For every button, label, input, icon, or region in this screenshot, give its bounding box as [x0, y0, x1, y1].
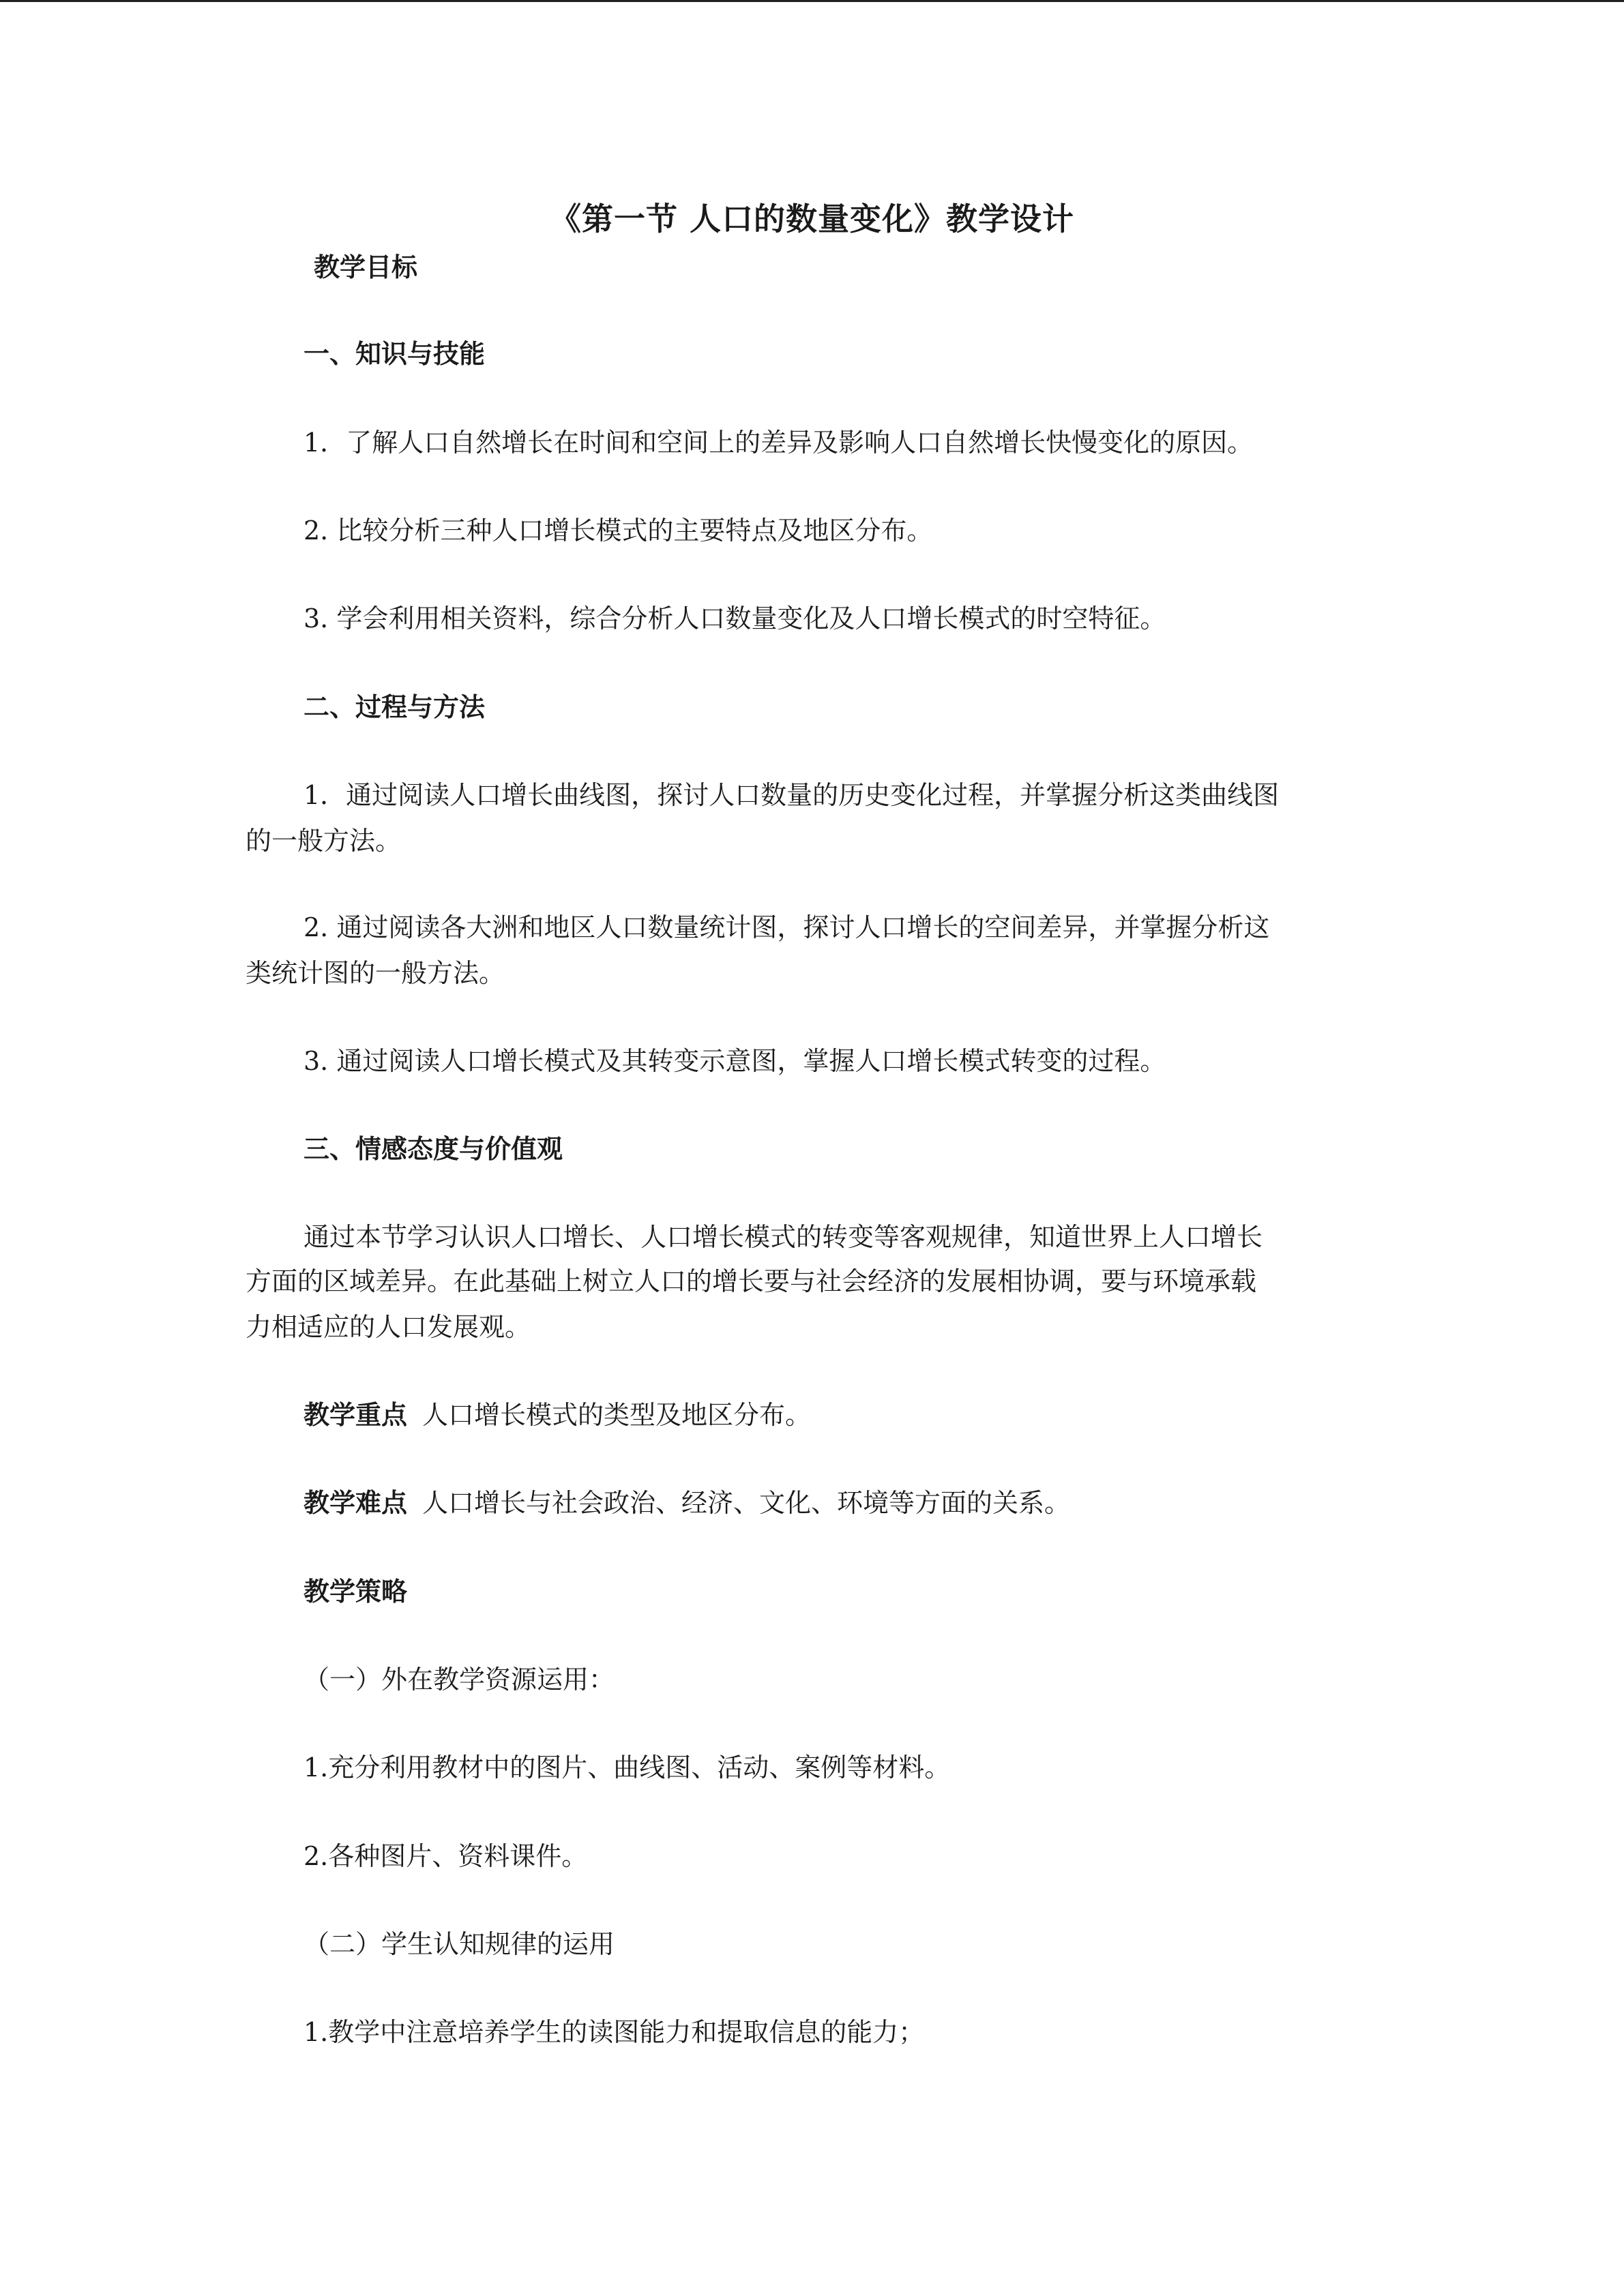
section1-item-2: 2. 比较分析三种人口增长模式的主要特点及地区分布。 — [304, 516, 933, 546]
section1-heading: 一、知识与技能 — [304, 338, 486, 369]
document-title: 《第一节 人口的数量变化》教学设计 — [549, 200, 1074, 237]
teaching-goals-heading: 教学目标 — [314, 252, 418, 282]
strategy-sub2-item-1: 1.教学中注意培养学生的读图能力和提取信息的能力； — [304, 2017, 925, 2047]
difficulty-row — [304, 1487, 1071, 1518]
section2-item-2-line-2: 类统计图的一般方法。 — [246, 958, 505, 988]
strategy-heading: 教学策略 — [304, 1576, 408, 1607]
section2-item-1-line-1: 1．通过阅读人口增长曲线图，探讨人口数量的历史变化过程，并掌握分析这类曲线图 — [304, 780, 1280, 810]
section2-item-2-line-1: 2. 通过阅读各大洲和地区人口数量统计图，探讨人口增长的空间差异，并掌握分析这 — [304, 912, 1270, 942]
key-point-row — [304, 1399, 812, 1430]
difficulty-text: 人口增长与社会政治、经济、文化、环境等方面的关系。 — [422, 1488, 1071, 1518]
section3-para-line-2: 方面的区域差异。在此基础上树立人口的增长要与社会经济的发展相协调，要与环境承载 — [246, 1266, 1257, 1296]
key-point-label: 教学重点 — [304, 1399, 408, 1430]
top-border-rule — [0, 0, 1624, 2]
section3-para-line-1: 通过本节学习认识人口增长、人口增长模式的转变等客观规律，知道世界上人口增长 — [304, 1222, 1263, 1252]
section2-item-1-line-2: 的一般方法。 — [246, 826, 402, 856]
difficulty-label: 教学难点 — [304, 1487, 408, 1518]
strategy-sub2: （二）学生认知规律的运用 — [304, 1929, 615, 1959]
section1-item-1: 1．了解人口自然增长在时间和空间上的差异及影响人口自然增长快慢变化的原因。 — [304, 428, 1254, 458]
section3-heading: 三、情感态度与价值观 — [304, 1133, 563, 1164]
section1-item-3: 3. 学会利用相关资料，综合分析人口数量变化及人口增长模式的时空特征。 — [304, 603, 1166, 633]
strategy-sub1: （一）外在教学资源运用： — [304, 1665, 615, 1695]
strategy-sub1-item-1: 1.充分利用教材中的图片、曲线图、活动、案例等材料。 — [304, 1753, 951, 1783]
key-point-text: 人口增长模式的类型及地区分布。 — [422, 1400, 812, 1430]
section2-heading: 二、过程与方法 — [304, 691, 486, 722]
section2-item-3: 3. 通过阅读人口增长模式及其转变示意图，掌握人口增长模式转变的过程。 — [304, 1046, 1166, 1076]
section3-para-line-3: 力相适应的人口发展观。 — [246, 1312, 531, 1342]
strategy-sub1-item-2: 2.各种图片、资料课件。 — [304, 1841, 588, 1871]
